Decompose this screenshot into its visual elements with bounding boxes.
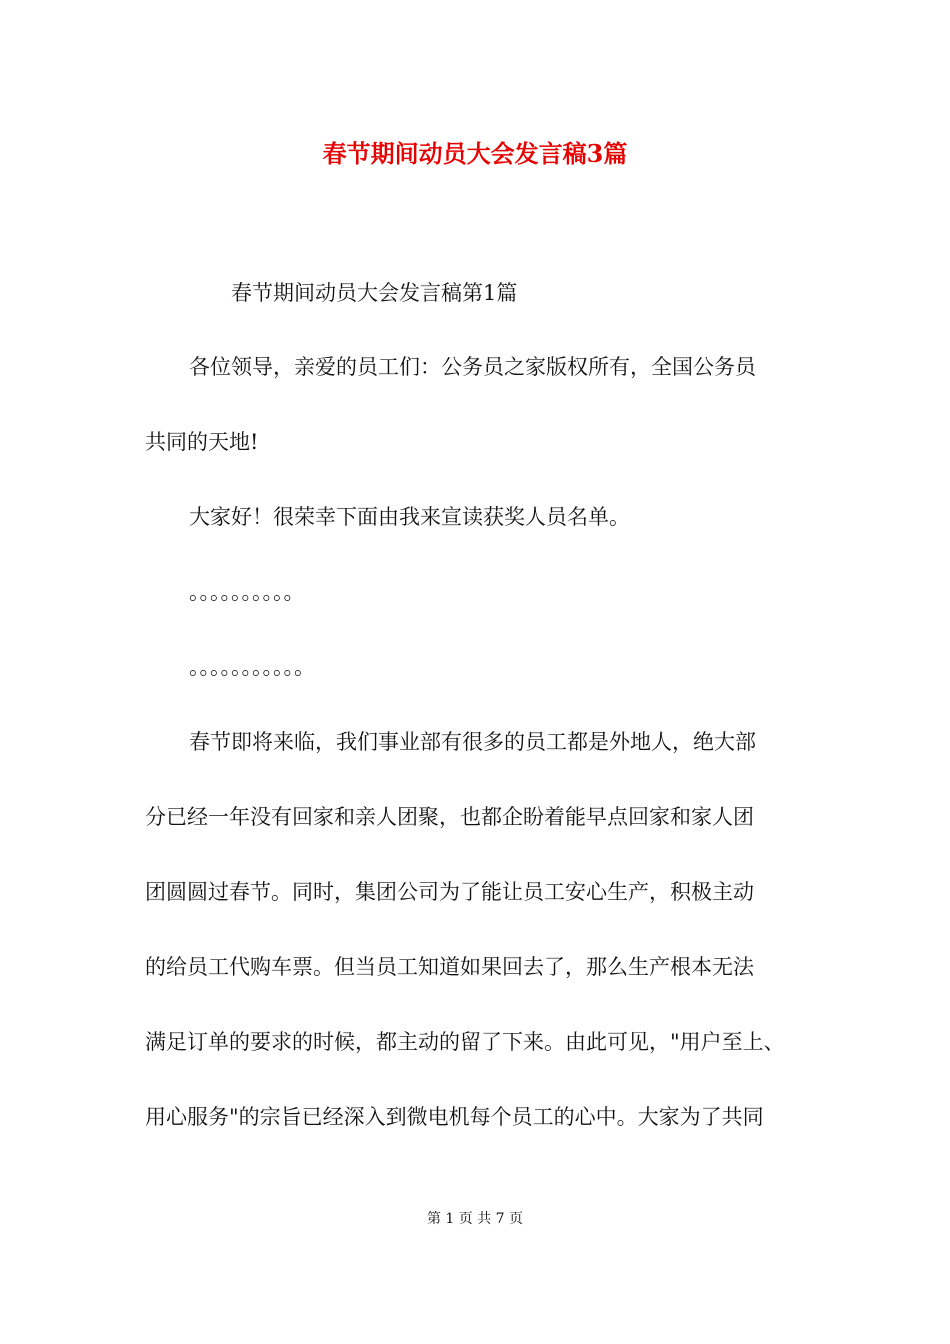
ellipsis-line: 。。。。。。。。。。	[189, 580, 305, 604]
ellipsis-line: 。。。。。。。。。。。	[189, 655, 315, 679]
paragraph-line: 团圆圆过春节。同时，集团公司为了能让员工安心生产，积极主动	[145, 880, 754, 904]
paragraph-line: 满足订单的要求的时候，都主动的留了下来。由此可见，"用户至上、	[145, 1030, 785, 1054]
document-title: 春节期间动员大会发言稿3篇	[322, 139, 628, 168]
paragraph-line: 用心服务"的宗旨已经深入到微电机每个员工的心中。大家为了共同	[145, 1105, 764, 1129]
page-number: 第 1 页 共 7 页	[426, 1211, 524, 1227]
paragraph-line: 分已经一年没有回家和亲人团聚，也都企盼着能早点回家和家人团	[145, 805, 754, 829]
paragraph-line: 各位领导，亲爱的员工们：公务员之家版权所有，全国公务员	[189, 355, 756, 379]
paragraph-line: 共同的天地!	[145, 430, 259, 454]
paragraph-line: 的给员工代购车票。但当员工知道如果回去了，那么生产根本无法	[145, 955, 754, 979]
paragraph-line: 春节即将来临，我们事业部有很多的员工都是外地人，绝大部	[189, 730, 756, 754]
section-heading: 春节期间动员大会发言稿第1篇	[231, 281, 518, 305]
paragraph-line: 大家好！很荣幸下面由我来宣读获奖人员名单。	[189, 505, 630, 529]
